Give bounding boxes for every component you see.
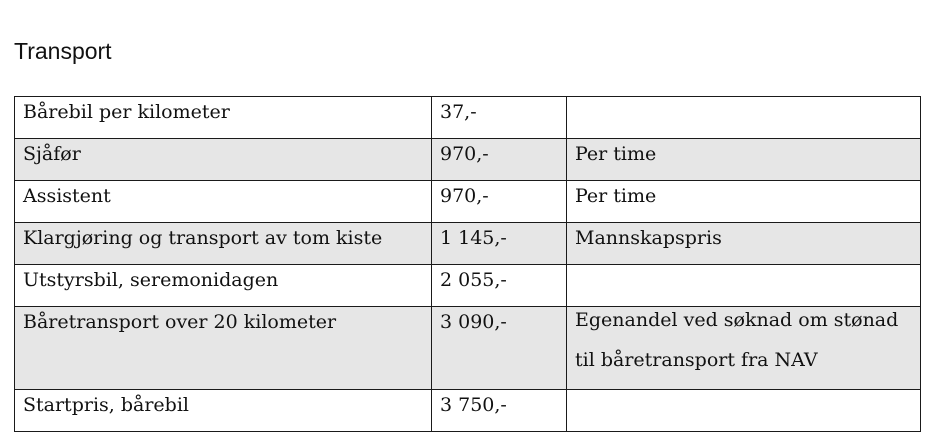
description-cell [15,265,432,307]
price-text: 970,- [440,143,489,165]
note-cell [567,223,921,265]
table-row [15,265,921,307]
price-text: 37,- [440,101,477,123]
description-text: Båretransport over 20 kilometer [23,311,337,333]
description-cell [15,181,432,223]
description-cell [15,390,432,432]
description-cell [15,97,432,139]
price-text: 1 145,- [440,227,507,249]
note-text [575,393,912,395]
price-cell [432,181,567,223]
price-cell [432,223,567,265]
description-cell [15,223,432,265]
note-text [575,100,912,102]
note-text-line-1: Egenandel ved søknad om stønad [575,309,899,331]
note-cell [567,181,921,223]
table-row [15,223,921,265]
note-text-line-2: til båretransport fra NAV [575,349,818,371]
table-row [15,307,921,390]
price-cell [432,139,567,181]
price-cell [432,97,567,139]
note-cell [567,97,921,139]
description-cell [15,139,432,181]
description-text: Bårebil per kilometer [23,101,230,123]
note-cell [567,307,921,390]
description-text: Startpris, bårebil [23,394,189,416]
note-cell [567,390,921,432]
description-cell [15,307,432,390]
description-text: Assistent [23,185,111,207]
description-text: Sjåfør [23,143,81,165]
price-text: 3 750,- [440,394,507,416]
description-text: Klargjøring og transport av tom kiste [23,227,383,249]
price-cell [432,307,567,390]
description-text: Utstyrsbil, seremonidagen [23,269,279,291]
table-row [15,181,921,223]
table-row [15,97,921,139]
price-cell [432,265,567,307]
page-title: Transport [14,38,112,64]
note-text: Per time [575,143,657,165]
price-text: 2 055,- [440,269,507,291]
transport-price-table [14,96,921,432]
note-cell [567,265,921,307]
table-row [15,139,921,181]
note-cell [567,139,921,181]
note-text: Mannskapspris [575,227,722,249]
price-text: 3 090,- [440,311,507,333]
price-text: 970,- [440,185,489,207]
note-text: Per time [575,185,657,207]
table-row [15,390,921,432]
price-cell [432,390,567,432]
note-text [575,268,912,270]
